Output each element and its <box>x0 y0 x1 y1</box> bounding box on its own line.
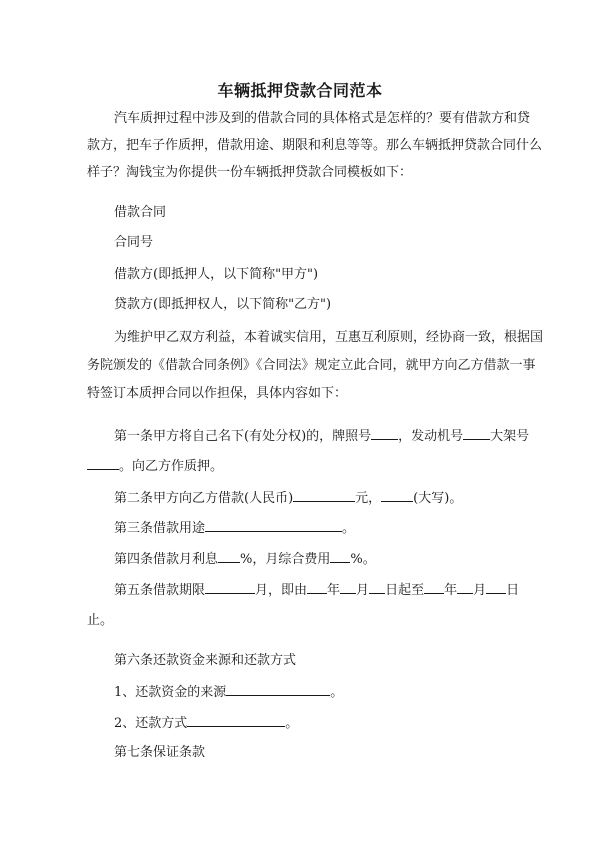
article-5-text-g: 月 <box>473 583 487 598</box>
article-3-text-a: 第三条借款用途 <box>114 521 206 536</box>
end-month-blank <box>457 580 473 594</box>
article-1-line-2 <box>87 456 223 476</box>
article-6-item-1-text-a: 1、还款资金的来源 <box>114 685 227 700</box>
article-4-text-c: %。 <box>350 552 376 567</box>
article-5-text-b: 月，即由 <box>255 583 308 598</box>
document-title: 车辆抵押贷款合同范本 <box>217 81 383 100</box>
article-7-heading: 第七条保证条款 <box>114 745 206 760</box>
article-5-line-2: 止。 <box>87 613 114 628</box>
article-6-item-1-text-b: 。 <box>330 685 344 700</box>
contract-number-label: 合同号 <box>114 235 154 250</box>
repayment-source-blank <box>226 682 330 696</box>
intro-line-3: 样子？淘钱宝为你提供一份车辆抵押贷款合同模板如下： <box>87 165 413 180</box>
preamble-line-3: 特签订本质押合同以作担保，具体内容如下： <box>87 386 348 401</box>
article-4-text-a: 第四条借款月利息 <box>114 552 219 567</box>
article-4-line <box>114 549 376 569</box>
plate-number-blank <box>371 426 398 440</box>
start-month-blank <box>340 580 356 594</box>
heading-loan-contract: 借款合同 <box>114 205 167 220</box>
loan-purpose-blank <box>205 518 342 532</box>
loan-amount-blank <box>293 488 355 502</box>
preamble-line-2: 务院颁发的《借款合同条例》《合同法》规定立此合同，就甲方向乙方借款一事 <box>87 358 536 373</box>
preamble-line-1: 为维护甲乙双方利益，本着诚实信用，互惠互利原则，经协商一致，根据国 <box>114 330 544 345</box>
article-5-text-f: 年 <box>444 583 458 598</box>
repayment-method-blank <box>187 713 285 727</box>
article-6-heading: 第六条还款资金来源和还款方式 <box>114 653 297 668</box>
article-6-item-1 <box>114 682 343 702</box>
loan-term-blank <box>205 580 255 594</box>
article-6-item-2-text-b: 。 <box>285 716 299 731</box>
article-5-text-d: 月 <box>356 583 370 598</box>
article-2-text-c: (大写)。 <box>413 491 463 506</box>
article-6-item-2-text-a: 2、还款方式 <box>114 716 188 731</box>
end-day-blank <box>486 580 506 594</box>
loan-amount-capital-blank <box>381 488 413 502</box>
intro-line-2: 款方，把车子作质押，借款用途、期限和利息等等。那么车辆抵押贷款合同什么 <box>87 138 543 153</box>
article-2-line <box>114 488 462 508</box>
article-2-text-a: 第二条甲方向乙方借款(人民币) <box>114 491 294 506</box>
article-5-text-h: 日 <box>506 583 520 598</box>
engine-number-blank <box>463 426 490 440</box>
frame-number-blank <box>87 456 119 470</box>
article-5-text-a: 第五条借款期限 <box>114 583 206 598</box>
article-1-text-a: 第一条甲方将自己名下(有处分权)的，牌照号 <box>114 429 372 444</box>
start-day-blank <box>369 580 385 594</box>
article-1-text-d: 。向乙方作质押。 <box>119 459 224 474</box>
article-3-text-b: 。 <box>342 521 356 536</box>
start-year-blank <box>307 580 327 594</box>
party-b-line: 贷款方(即抵押权人，以下简称"乙方") <box>114 297 332 312</box>
monthly-fee-blank <box>330 549 350 563</box>
intro-line-1: 汽车质押过程中涉及到的借款合同的具体格式是怎样的？要有借款方和贷 <box>114 111 531 126</box>
monthly-interest-blank <box>218 549 240 563</box>
article-6-item-2 <box>114 713 298 733</box>
article-4-text-b: %，月综合费用 <box>240 552 331 567</box>
article-5-text-c: 年 <box>327 583 341 598</box>
party-a-line: 借款方(即抵押人，以下简称"甲方") <box>114 267 319 282</box>
article-5-text-e: 日起至 <box>385 583 425 598</box>
article-3-line <box>114 518 355 538</box>
article-1-text-b: ，发动机号 <box>398 429 464 444</box>
article-1-line-1 <box>114 426 529 446</box>
article-2-text-b: 元， <box>355 491 382 506</box>
article-5-line-1 <box>114 580 519 600</box>
article-1-text-c: 大架号 <box>490 429 530 444</box>
end-year-blank <box>424 580 444 594</box>
